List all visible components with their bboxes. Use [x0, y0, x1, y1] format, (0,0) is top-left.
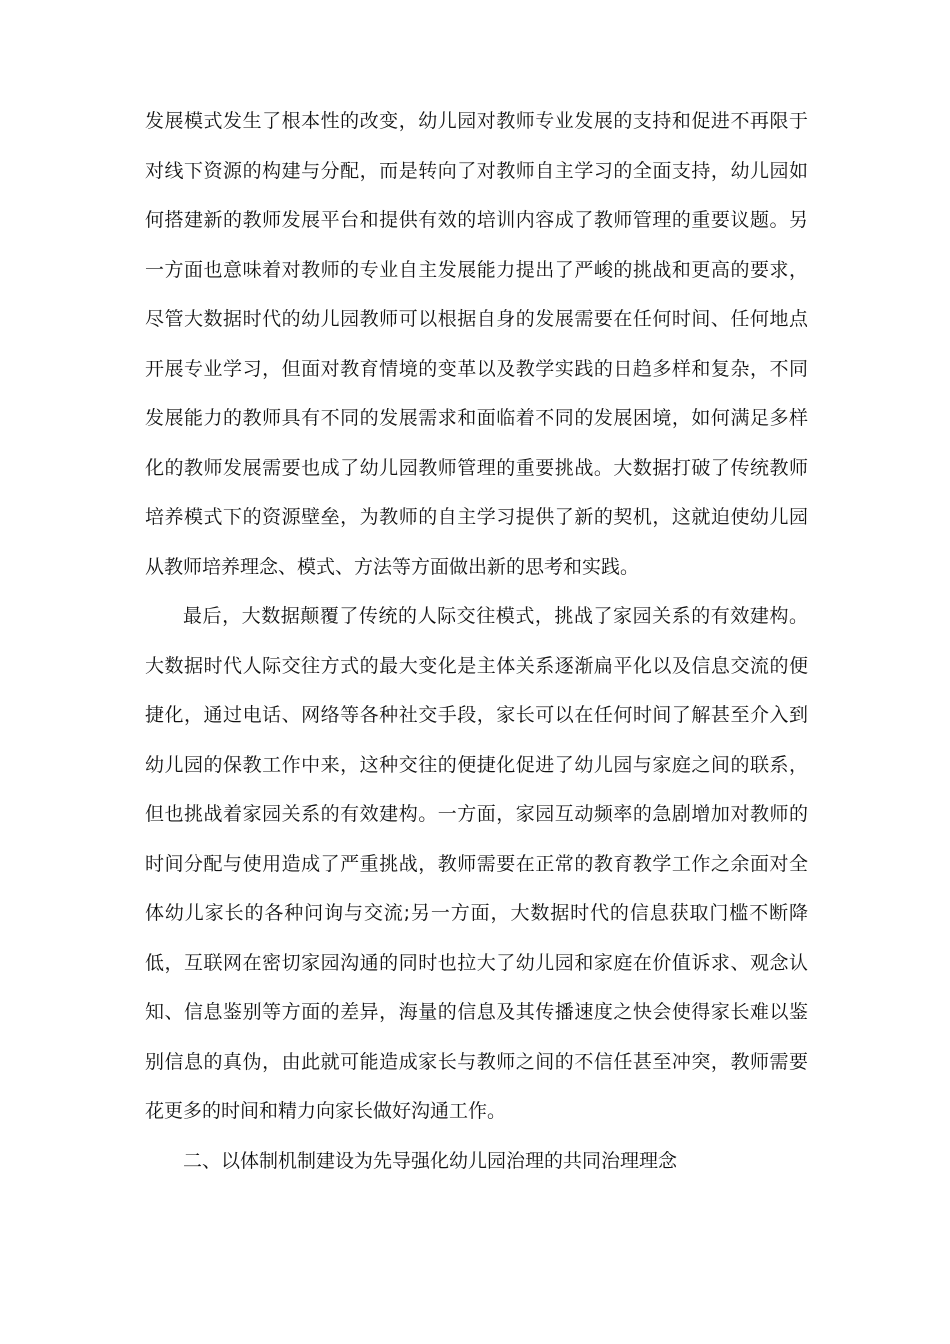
paragraph-1: 发展模式发生了根本性的改变，幼儿园对教师专业发展的支持和促进不再限于对线下资源的构建与分配，而是转向了对教师自主学习的全面支持，幼儿园如何搭建新的教师发展平台和提供有效的培训内容成了教师管理的重要议题。另一方面也意味着对教师的专业自主发展能力提出了严峻的挑战和更高的要求，尽管大数据时代的幼儿园教师可以根据自身的发展需要在任何时间、任何地点开展专业学习，但面对教育情境的变革以及教学实践的日趋多样和复杂，不同发展能力的教师具有不同的发展需求和面临着不同的发展困境，如何满足多样化的教师发展需要也成了幼儿园教师管理的重要挑战。大数据打破了传统教师培养模式下的资源壁垒，为教师的自主学习提供了新的契机，这就迫使幼儿园从教师培养理念、模式、方法等方面做出新的思考和实践。 [145, 110, 808, 578]
section-heading: 二、以体制机制建设为先导强化幼儿园治理的共同治理理念 [183, 1149, 678, 1172]
document-body [145, 97, 808, 1186]
paragraph-2: 最后，大数据颠覆了传统的人际交往模式，挑战了家园关系的有效建构。大数据时代人际交往方式的最大变化是主体关系逐渐扁平化以及信息交流的便捷化，通过电话、网络等各种社交手段，家长可以在任何时间了解甚至介入到幼儿园的保教工作中来，这种交往的便捷化促进了幼儿园与家庭之间的联系，但也挑战着家园关系的有效建构。一方面，家园互动频率的急剧增加对教师的时间分配与使用造成了严重挑战，教师需要在正常的教育教学工作之余面对全体幼儿家长的各种问询与交流;另一方面，大数据时代的信息获取门槛不断降低，互联网在密切家园沟通的同时也拉大了幼儿园和家庭在价值诉求、观念认知、信息鉴别等方面的差异，海量的信息及其传播速度之快会使得家长难以鉴别信息的真伪，由此就可能造成家长与教师之间的不信任甚至冲突，教师需要花更多的时间和精力向家长做好沟通工作。 [145, 605, 808, 1122]
